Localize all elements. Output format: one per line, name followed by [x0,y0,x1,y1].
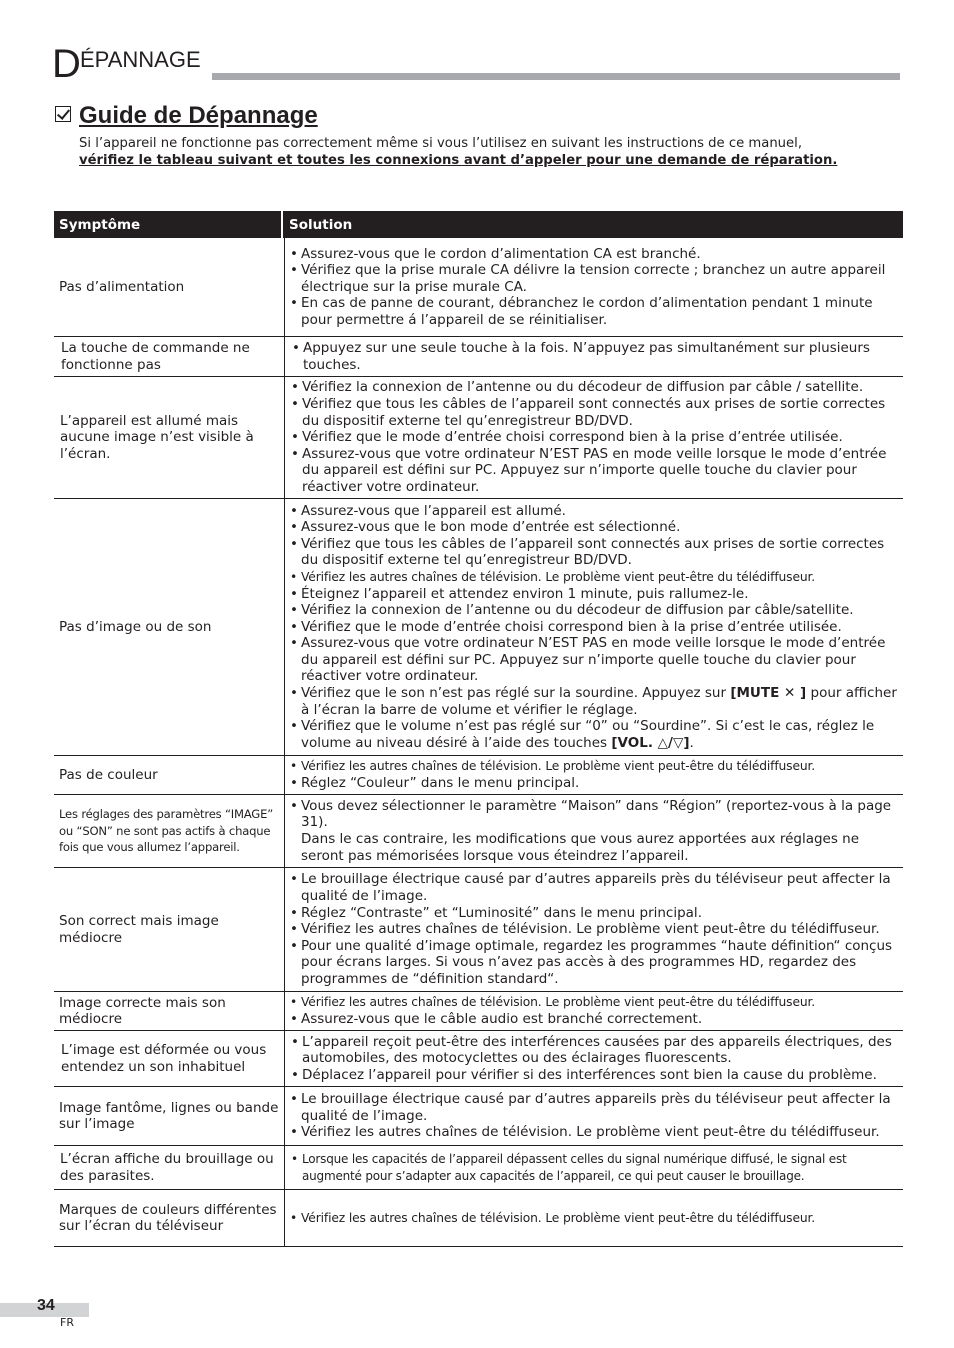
solution-cell [285,377,903,498]
symptom-cell: Les réglages des paramètres “IMAGE” ou “SON” ne sont pas actifs à chaque fois que vous allumez l’appareil. [54,795,285,867]
solution-item: • Vérifiez la connexion de l’antenne ou du décodeur de diffusion par câble/satellite. [289,602,899,619]
solution-item: • Vérifiez que tous les câbles de l’appareil sont connectés aux prises de sortie correctes du dispositif externe tel qu’enregistreur BD/DVD. [290,396,899,429]
table-row [54,1031,903,1087]
table-row [54,1146,903,1190]
solution-item: • Vérifiez les autres chaînes de télévision. Le problème vient peut-être du télédiffuseur. [289,1124,899,1141]
symptom-cell: Image correcte mais son médiocre [54,992,285,1030]
table-row [54,377,903,499]
solution-item: • Vérifiez que la prise murale CA délivre la tension correcte ; branchez un autre appareil électrique sur la prise murale CA. [289,262,899,295]
mute-text-before: Vérifiez que le son n’est pas réglé sur la sourdine. Appuyez sur [301,685,731,702]
symptom-cell: Son correct mais image médiocre [54,868,285,991]
mute-key-label: [MUTE ✕ ] [730,685,807,702]
chapter-title: ÉPANNAGE [80,47,201,72]
solution-continuation: Dans le cas contraire, les modifications que vous aurez apportées aux réglages ne seront pas mémorisées lorsque vous éteindrez l’appareil. [301,831,860,864]
table-row [54,1087,903,1146]
solution-item: • Assurez-vous que votre ordinateur N’EST PAS en mode veille lorsque le mode d’entrée du appareil est défini sur PC. Appuyez sur n’importe quelle touche du clavier pour réactiver votre ordinateur. [290,446,899,496]
solution-item: • Vérifiez que le mode d’entrée choisi correspond bien à la prise d’entrée utilisée. [289,619,899,636]
chapter-header [52,44,902,86]
solution-item: • Assurez-vous que l’appareil est allumé. [289,503,899,520]
symptom-cell: L’écran affiche du brouillage ou des parasites. [54,1146,285,1189]
symptom-cell: L’image est déformée ou vous entendez un son inhabituel [54,1031,285,1086]
table-row [54,992,903,1031]
solution-item: • Assurez-vous que le cordon d’alimentation CA est branché. [289,246,899,263]
solution-item: • Assurez-vous que le bon mode d’entrée est sélectionné. [289,519,899,536]
intro-emphasis: vérifiez le tableau suivant et toutes les connexions avant d’appeler pour une demande de réparation. [79,153,838,168]
solution-item: • Vous devez sélectionner le paramètre “Maison” dans “Région” (reportez-vous à la page 31). [289,798,899,831]
solution-item: • Vérifiez que tous les câbles de l’appareil sont connectés aux prises de sortie correctes du dispositif externe tel qu’enregistreur BD/DVD. [289,536,899,569]
solution-item: • Appuyez sur une seule touche à la fois. N’appuyez pas simultanément sur plusieurs touches. [291,340,899,373]
solution-item-volume [289,718,899,751]
solution-cell [285,238,903,336]
solution-item: • Assurez-vous que votre ordinateur N’EST PAS en mode veille lorsque le mode d’entrée du appareil est défini sur PC. Appuyez sur n’importe quelle touche du clavier pour réactiver votre ordinateur. [289,635,899,685]
intro-text [79,135,879,169]
solution-item: • Vérifiez la connexion de l’antenne ou du décodeur de diffusion par câble / satellite. [290,379,899,396]
section-title: Guide de Dépannage [79,102,318,129]
solution-item: • Réglez “Couleur” dans le menu principal. [289,775,899,792]
solution-item: • Assurez-vous que le câble audio est branché correctement. [289,1011,899,1028]
solution-cell [285,1087,903,1145]
solution-cell [285,756,903,794]
symptom-cell: Pas d’alimentation [54,238,285,336]
solution-item: • Le brouillage électrique causé par d’autres appareils près du téléviseur peut affecter la qualité de l’image. [289,1091,899,1124]
solution-item: • Lorsque les capacités de l’appareil dépassent celles du signal numérique diffusé, le signal est augmenté pour s’adapter aux capacités de l’appareil, ce qui peut causer le brouillage. [290,1151,899,1184]
solution-item: • Le brouillage électrique causé par d’autres appareils près du téléviseur peut affecter la qualité de l’image. [289,871,899,904]
solution-cell [285,1146,903,1189]
vol-text-before: Vérifiez que le volume n’est pas réglé sur “0” ou “Sourdine”. Si c’est le cas, réglez le volume au niveau désiré à l’aide des touches [301,718,875,751]
solution-cell [285,868,903,991]
solution-item: • Éteignez l’appareil et attendez environ 1 minute, puis rallumez-le. [289,586,899,603]
table-row [54,238,903,337]
symptom-cell: Pas de couleur [54,756,285,794]
solution-item: • Vérifiez les autres chaînes de télévision. Le problème vient peut-être du télédiffuseur. [289,569,899,586]
table-row [54,756,903,795]
solution-cell [285,795,903,867]
troubleshooting-table [54,211,903,1247]
vol-text-after: . [689,734,694,751]
solution-item: • L’appareil reçoit peut-être des interférences causées par des appareils électriques, des automobiles, des motocyclettes ou des éclairages fluorescents. [290,1034,899,1067]
solution-cell [285,1031,903,1086]
mute-text-after: pour afficher à l’écran la barre de volume et vérifier le réglage. [301,685,897,718]
table-header [54,211,903,238]
intro-line: Si l’appareil ne fonctionne pas correctement même si vous l’utilisez en suivant les instructions de ce manuel, [79,136,803,151]
language-code: FR [60,1316,74,1329]
solution-item: • Vérifiez que le mode d’entrée choisi correspond bien à la prise d’entrée utilisée. [290,429,899,446]
symptom-cell: Marques de couleurs différentes sur l’écran du téléviseur [54,1190,285,1246]
vol-key-label: [VOL. △/▽] [611,734,690,751]
table-row [54,499,903,756]
table-row [54,1190,903,1247]
solution-item: • En cas de panne de courant, débranchez le cordon d’alimentation pendant 1 minute pour permettre á l’appareil de se réinitialiser. [289,295,899,328]
solution-item: • Vérifiez les autres chaînes de télévision. Le problème vient peut-être du télédiffuseur. [289,994,899,1011]
header-symptom: Symptôme [54,211,283,238]
solution-item: • Pour une qualité d’image optimale, regardez les programmes “haute définition“ conçus pour écrans larges. Si vous n’avez pas accès à des programmes HD, regardez des programmes de “définition standard“. [289,938,899,988]
solution-cell [285,992,903,1030]
header-rule [212,73,900,80]
symptom-cell: La touche de commande ne fonctionne pas [54,337,285,376]
table-row [54,868,903,992]
header-solution: Solution [289,217,353,233]
table-row [54,337,903,377]
solution-item: • Réglez “Contraste” et “Luminosité” dans le menu principal. [289,905,899,922]
solution-item-mute [289,685,899,718]
solution-cell [285,499,903,755]
solution-item: • Déplacez l’appareil pour vérifier si des interférences sont bien la cause du problème. [290,1067,899,1084]
symptom-cell: Pas d’image ou de son [54,499,285,755]
checkbox-icon [55,106,71,122]
symptom-cell: Image fantôme, lignes ou bande sur l’image [54,1087,285,1145]
solution-cell [285,337,903,376]
page-number: 34 [37,1297,55,1314]
table-row [54,795,903,868]
solution-item: • Vérifiez les autres chaînes de télévision. Le problème vient peut-être du télédiffuseur. [289,758,899,775]
chapter-initial: D [52,42,81,86]
symptom-cell: L’appareil est allumé mais aucune image n’est visible à l’écran. [54,377,285,498]
solution-item: • Vérifiez les autres chaînes de télévision. Le problème vient peut-être du télédiffuseur. [289,1210,899,1227]
solution-cell [285,1190,903,1246]
section-heading [55,102,905,132]
solution-item: • Vérifiez les autres chaînes de télévision. Le problème vient peut-être du télédiffuseur. [289,921,899,938]
